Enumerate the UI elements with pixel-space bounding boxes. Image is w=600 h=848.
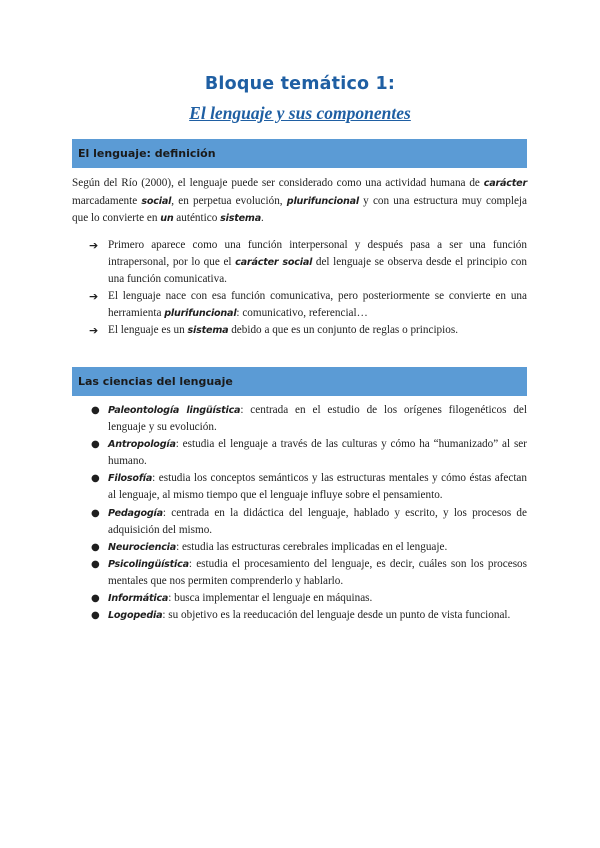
- arrow-right-icon: ➔: [89, 324, 99, 338]
- list-item-text: : busca implementar el lenguaje en máquinas.: [168, 592, 373, 605]
- list-item-text: Primero aparece como una función interpersonal y después pasa a ser una función intrapersonal, por lo que el: [108, 239, 527, 269]
- document-title: Bloque temático 1:: [204, 74, 396, 94]
- term: Paleontología lingüística: [108, 405, 241, 416]
- arrow-list: [89, 237, 527, 340]
- intro-text: , en perpetua evolución,: [171, 194, 287, 207]
- list-item: [89, 539, 527, 556]
- bullet-icon: ●: [91, 439, 100, 451]
- intro-paragraph: [72, 175, 527, 228]
- bullet-icon: ●: [91, 541, 100, 553]
- list-item-text: : su objetivo es la reeducación del lenguaje desde un punto de vista funcional.: [162, 609, 511, 622]
- list-item-text: : estudia el lenguaje a través de las culturas y cómo ha “humanizado” al ser humano.: [108, 438, 527, 468]
- list-item: [89, 607, 527, 624]
- list-item-text: El lenguaje es un: [108, 324, 188, 337]
- term: Filosofía: [108, 473, 153, 485]
- list-item: [89, 590, 527, 607]
- intro-text: y con una estructura muy compleja que lo convierte en: [72, 194, 527, 225]
- list-item-text: : centrada en la didáctica del lenguaje, hablado y escrito, y los procesos de adquisición del mismo.: [108, 506, 527, 536]
- list-item-text: del lenguaje se observa desde el principio con una función comunicativa.: [108, 256, 527, 286]
- list-item: [89, 436, 527, 470]
- term: Informática: [108, 593, 169, 605]
- list-item: [89, 402, 527, 436]
- keyword: plurifuncional: [286, 195, 359, 207]
- list-item-text: debido a que es un conjunto de reglas o principios.: [228, 324, 459, 337]
- keyword: un: [160, 213, 174, 225]
- intro-text: auténtico: [173, 212, 221, 225]
- list-item: [89, 237, 527, 288]
- bullet-icon: ●: [91, 593, 100, 605]
- list-item-text: : estudia los conceptos semánticos y las estructuras mentales y cómo éstas afectan al lenguaje, al mismo tiempo que el lenguaje influye sobre el pensamiento.: [108, 472, 527, 502]
- section-heading-definicion: El lenguaje: definición: [72, 139, 527, 168]
- list-item: [89, 505, 527, 539]
- list-item-text: : estudia las estructuras cerebrales implicadas en el lenguaje.: [176, 540, 448, 553]
- keyword: social: [141, 195, 172, 207]
- keyword: sistema: [187, 325, 229, 337]
- term: Pedagogía: [108, 507, 163, 519]
- document-subtitle: El lenguaje y sus componentes: [189, 103, 411, 123]
- term: Antropología: [108, 439, 176, 451]
- list-item-text: El lenguaje nace con esa función comunicativa, pero posteriormente se convierte en una herramienta: [108, 290, 527, 320]
- list-item-text: : comunicativo, referencial…: [236, 307, 368, 320]
- list-item-text: : estudia el procesamiento del lenguaje, es decir, cuáles son los procesos mentales que nos permiten comprenderlo y hablarlo.: [108, 557, 527, 587]
- term: Neurociencia: [108, 541, 177, 553]
- keyword: sistema: [220, 213, 261, 225]
- keyword: carácter: [483, 178, 527, 189]
- list-item: [89, 556, 527, 590]
- intro-text: Según del Río (2000), el lenguaje puede ser considerado como una actividad humana de: [72, 177, 484, 189]
- section-heading-ciencias: Las ciencias del lenguaje: [72, 367, 527, 396]
- bullet-icon: ●: [91, 405, 100, 416]
- intro-text: .: [260, 212, 264, 225]
- keyword: carácter social: [235, 257, 313, 269]
- bullet-icon: ●: [91, 507, 100, 519]
- term: Logopedia: [108, 610, 163, 622]
- bullet-icon: ●: [91, 558, 100, 570]
- arrow-right-icon: ➔: [89, 290, 99, 304]
- bullet-list: [89, 402, 527, 624]
- list-item: [89, 288, 527, 322]
- bullet-icon: ●: [91, 610, 100, 622]
- term: Psicolingüística: [108, 558, 189, 570]
- intro-text: marcadamente: [72, 194, 142, 207]
- bullet-icon: ●: [91, 473, 100, 485]
- keyword: plurifuncional: [164, 308, 237, 320]
- list-item: [89, 322, 527, 339]
- list-item: [89, 470, 527, 504]
- list-item-text: : centrada en el estudio de los orígenes filogenéticos del lenguaje y su evolución.: [108, 404, 527, 434]
- arrow-right-icon: ➔: [89, 239, 99, 252]
